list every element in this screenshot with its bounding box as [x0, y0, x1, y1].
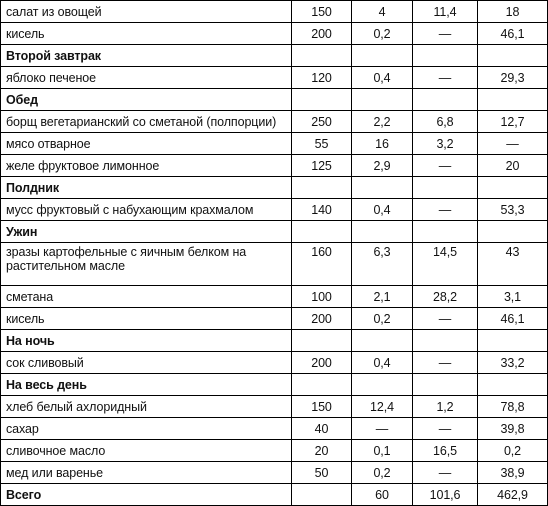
- protein-cell: 0,4: [352, 67, 413, 89]
- meal-section-row: [1, 374, 548, 396]
- carbohydrate-cell: 33,2: [478, 352, 548, 374]
- food-name-cell: желе фруктовое лимонное: [1, 155, 292, 177]
- protein-cell: [352, 177, 413, 199]
- food-item-row: [1, 23, 548, 45]
- protein-cell: —: [352, 418, 413, 440]
- food-name-cell: зразы картофельные с яичным белком на растительном масле: [1, 243, 292, 286]
- protein-cell: 16: [352, 133, 413, 155]
- portion-grams-cell: 200: [292, 352, 352, 374]
- portion-grams-cell: [292, 374, 352, 396]
- portion-grams-cell: 150: [292, 396, 352, 418]
- food-name-cell: мусс фруктовый с набухающим крахмалом: [1, 199, 292, 221]
- food-item-row: [1, 155, 548, 177]
- meal-section-title: На ночь: [1, 330, 292, 352]
- fat-cell: —: [413, 418, 478, 440]
- protein-cell: 0,4: [352, 352, 413, 374]
- protein-cell: 0,2: [352, 308, 413, 330]
- portion-grams-cell: [292, 45, 352, 67]
- meal-section-row: [1, 330, 548, 352]
- food-item-row: [1, 462, 548, 484]
- protein-cell: [352, 330, 413, 352]
- fat-cell: 1,2: [413, 396, 478, 418]
- meal-section-title: Обед: [1, 89, 292, 111]
- carbohydrate-cell: [478, 89, 548, 111]
- food-item-row: [1, 308, 548, 330]
- carbohydrate-cell: 46,1: [478, 308, 548, 330]
- carbohydrate-cell: 29,3: [478, 67, 548, 89]
- fat-cell: [413, 177, 478, 199]
- food-item-row: [1, 418, 548, 440]
- protein-cell: 0,4: [352, 199, 413, 221]
- carbohydrate-cell: 0,2: [478, 440, 548, 462]
- meal-section-row: [1, 45, 548, 67]
- meal-section-row: [1, 89, 548, 111]
- food-name-cell: кисель: [1, 308, 292, 330]
- protein-cell: [352, 374, 413, 396]
- protein-cell: 6,3: [352, 243, 413, 286]
- portion-grams-cell: 150: [292, 1, 352, 23]
- menu-table-body: [1, 1, 548, 506]
- food-name-cell: яблоко печеное: [1, 67, 292, 89]
- fat-cell: 3,2: [413, 133, 478, 155]
- food-name-cell: сметана: [1, 286, 292, 308]
- carbohydrate-cell: [478, 330, 548, 352]
- carbohydrate-cell: 43: [478, 243, 548, 286]
- fat-cell: [413, 89, 478, 111]
- fat-cell: —: [413, 67, 478, 89]
- protein-cell: 60: [352, 484, 413, 506]
- portion-grams-cell: 140: [292, 199, 352, 221]
- portion-grams-cell: 20: [292, 440, 352, 462]
- fat-cell: [413, 330, 478, 352]
- fat-cell: 11,4: [413, 1, 478, 23]
- fat-cell: 6,8: [413, 111, 478, 133]
- carbohydrate-cell: [478, 374, 548, 396]
- protein-cell: 0,2: [352, 23, 413, 45]
- protein-cell: 0,2: [352, 462, 413, 484]
- food-item-row: [1, 440, 548, 462]
- meal-section-title: Ужин: [1, 221, 292, 243]
- food-item-row: [1, 396, 548, 418]
- carbohydrate-cell: [478, 45, 548, 67]
- portion-grams-cell: [292, 89, 352, 111]
- protein-cell: 12,4: [352, 396, 413, 418]
- fat-cell: —: [413, 352, 478, 374]
- food-name-cell: хлеб белый ахлоридный: [1, 396, 292, 418]
- portion-grams-cell: [292, 330, 352, 352]
- food-item-row: [1, 286, 548, 308]
- carbohydrate-cell: 53,3: [478, 199, 548, 221]
- fat-cell: 16,5: [413, 440, 478, 462]
- portion-grams-cell: 100: [292, 286, 352, 308]
- carbohydrate-cell: 12,7: [478, 111, 548, 133]
- portion-grams-cell: 55: [292, 133, 352, 155]
- carbohydrate-cell: [478, 221, 548, 243]
- meal-section-title: Второй завтрак: [1, 45, 292, 67]
- food-item-row: [1, 111, 548, 133]
- protein-cell: 2,2: [352, 111, 413, 133]
- fat-cell: —: [413, 23, 478, 45]
- portion-grams-cell: 120: [292, 67, 352, 89]
- food-item-row: [1, 352, 548, 374]
- protein-cell: 2,1: [352, 286, 413, 308]
- portion-grams-cell: 250: [292, 111, 352, 133]
- fat-cell: 28,2: [413, 286, 478, 308]
- total-label: Всего: [1, 484, 292, 506]
- food-name-cell: сок сливовый: [1, 352, 292, 374]
- portion-grams-cell: 125: [292, 155, 352, 177]
- carbohydrate-cell: —: [478, 133, 548, 155]
- fat-cell: [413, 221, 478, 243]
- food-name-cell: мясо отварное: [1, 133, 292, 155]
- carbohydrate-cell: 3,1: [478, 286, 548, 308]
- fat-cell: —: [413, 462, 478, 484]
- carbohydrate-cell: 39,8: [478, 418, 548, 440]
- food-name-cell: мед или варенье: [1, 462, 292, 484]
- food-item-row: [1, 67, 548, 89]
- fat-cell: —: [413, 155, 478, 177]
- food-name-cell: борщ вегетарианский со сметаной (полпорции): [1, 111, 292, 133]
- food-name-cell: сливочное масло: [1, 440, 292, 462]
- food-name-cell: салат из овощей: [1, 1, 292, 23]
- protein-cell: [352, 89, 413, 111]
- carbohydrate-cell: 78,8: [478, 396, 548, 418]
- protein-cell: 0,1: [352, 440, 413, 462]
- food-item-row: [1, 199, 548, 221]
- food-name-cell: сахар: [1, 418, 292, 440]
- food-item-row: [1, 243, 548, 286]
- carbohydrate-cell: [478, 177, 548, 199]
- meal-section-title: Полдник: [1, 177, 292, 199]
- protein-cell: [352, 221, 413, 243]
- fat-cell: —: [413, 308, 478, 330]
- fat-cell: [413, 45, 478, 67]
- fat-cell: —: [413, 199, 478, 221]
- carbohydrate-cell: 46,1: [478, 23, 548, 45]
- portion-grams-cell: 160: [292, 243, 352, 286]
- portion-grams-cell: 40: [292, 418, 352, 440]
- meal-section-row: [1, 221, 548, 243]
- portion-grams-cell: 200: [292, 23, 352, 45]
- carbohydrate-cell: 18: [478, 1, 548, 23]
- portion-grams-cell: [292, 221, 352, 243]
- carbohydrate-cell: 20: [478, 155, 548, 177]
- protein-cell: [352, 45, 413, 67]
- meal-section-row: [1, 177, 548, 199]
- portion-grams-cell: [292, 484, 352, 506]
- fat-cell: 14,5: [413, 243, 478, 286]
- portion-grams-cell: 50: [292, 462, 352, 484]
- protein-cell: 2,9: [352, 155, 413, 177]
- protein-cell: 4: [352, 1, 413, 23]
- food-item-row: [1, 1, 548, 23]
- carbohydrate-cell: 462,9: [478, 484, 548, 506]
- portion-grams-cell: 200: [292, 308, 352, 330]
- food-name-cell: кисель: [1, 23, 292, 45]
- carbohydrate-cell: 38,9: [478, 462, 548, 484]
- food-item-row: [1, 133, 548, 155]
- fat-cell: 101,6: [413, 484, 478, 506]
- meal-section-title: На весь день: [1, 374, 292, 396]
- fat-cell: [413, 374, 478, 396]
- portion-grams-cell: [292, 177, 352, 199]
- total-row: [1, 484, 548, 506]
